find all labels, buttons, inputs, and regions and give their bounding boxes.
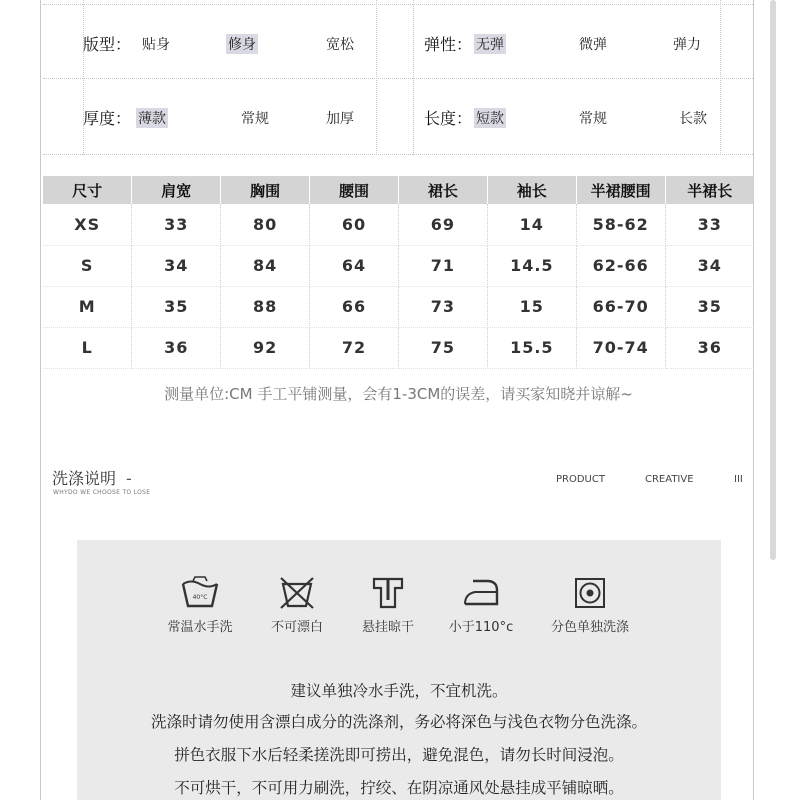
size-table-header — [43, 176, 754, 204]
table-cell: XS — [43, 204, 132, 245]
care-label-iron: 小于110°c — [448, 620, 514, 635]
table-row — [43, 286, 754, 327]
wash-subtitle: WHYDO WE CHOOSE TO LOSE — [53, 489, 151, 496]
table-row — [43, 245, 754, 286]
nav-link-product[interactable]: PRODUCT — [556, 474, 605, 485]
elasticity-option-none: 无弹 — [474, 34, 506, 54]
header-waist: 腰围 — [310, 176, 399, 204]
scrollbar[interactable] — [770, 0, 776, 560]
table-row — [43, 327, 754, 368]
header-skirt-length: 半裙长 — [665, 176, 754, 204]
table-cell: 36 — [132, 327, 221, 368]
table-cell: 80 — [221, 204, 310, 245]
table-cell: 14.5 — [487, 245, 576, 286]
fit-option-loose: 宽松 — [326, 37, 354, 53]
length-option-short: 短款 — [474, 108, 506, 128]
hang-dry-icon — [371, 576, 405, 610]
length-label: 长度： — [424, 109, 473, 128]
care-label-hand-wash: 常温水手洗 — [167, 620, 233, 635]
nav-link-menu[interactable]: III — [734, 474, 743, 485]
table-cell: 92 — [221, 327, 310, 368]
hand-wash-icon — [180, 576, 220, 610]
elasticity-option-stretch: 弹力 — [673, 37, 701, 53]
instruction-line: 拼色衣服下水后轻柔搓洗即可捞出，避免混色，请勿长时间浸泡。 — [174, 746, 624, 764]
table-cell: 14 — [487, 204, 576, 245]
table-cell: 35 — [665, 286, 754, 327]
attribute-row-2 — [43, 78, 753, 155]
thickness-option-thick: 加厚 — [326, 111, 354, 127]
table-cell: 15.5 — [487, 327, 576, 368]
table-cell: 88 — [221, 286, 310, 327]
instruction-line: 不可烘干，不可用力刷洗，拧绞、在阴凉通风处悬挂成平铺晾晒。 — [174, 779, 624, 797]
fit-option-fitted: 贴身 — [142, 37, 170, 53]
instruction-line: 建议单独冷水手洗，不宜机洗。 — [290, 682, 508, 700]
table-cell: 62-66 — [576, 245, 665, 286]
table-cell: 33 — [132, 204, 221, 245]
table-cell: 69 — [399, 204, 488, 245]
table-cell: 36 — [665, 327, 754, 368]
measure-note: 测量单位:CM 手工平铺测量，会有1-3CM的误差，请买家知晓并谅解~ — [164, 385, 633, 403]
fit-label: 版型： — [83, 35, 132, 54]
table-cell: 33 — [665, 204, 754, 245]
nav-link-creative[interactable]: CREATIVE — [645, 474, 694, 485]
table-cell: 64 — [310, 245, 399, 286]
header-skirt-waist: 半裙腰围 — [576, 176, 665, 204]
header-bust: 胸围 — [221, 176, 310, 204]
care-label-separate-wash: 分色单独洗涤 — [550, 620, 629, 635]
wash-title-text: 洗涤说明 — [52, 469, 117, 488]
attribute-row-1 — [43, 2, 753, 79]
table-cell: M — [43, 286, 132, 327]
table-cell: 72 — [310, 327, 399, 368]
care-label-no-bleach: 不可漂白 — [270, 620, 323, 635]
wash-section-title — [52, 466, 132, 489]
table-cell: 35 — [132, 286, 221, 327]
elasticity-option-slight: 微弹 — [579, 37, 607, 53]
thickness-label: 厚度： — [83, 109, 132, 128]
care-item-iron — [426, 576, 536, 635]
thickness-option-regular: 常规 — [241, 111, 269, 127]
care-item-separate-wash — [535, 576, 645, 635]
table-cell: 66 — [310, 286, 399, 327]
length-option-long: 长款 — [679, 111, 707, 127]
care-panel — [77, 540, 721, 800]
iron-icon — [461, 576, 501, 610]
header-dress-length: 裙长 — [399, 176, 488, 204]
header-shoulder: 肩宽 — [132, 176, 221, 204]
header-size: 尺寸 — [43, 176, 132, 204]
fit-option-slim: 修身 — [226, 34, 258, 54]
attribute-grid — [43, 0, 753, 155]
table-cell: 58-62 — [576, 204, 665, 245]
wash-title-dash: - — [126, 469, 132, 488]
table-cell: 34 — [665, 245, 754, 286]
table-cell: 15 — [487, 286, 576, 327]
table-cell: 60 — [310, 204, 399, 245]
table-cell: L — [43, 327, 132, 368]
elasticity-label: 弹性： — [424, 35, 473, 54]
table-cell: 75 — [399, 327, 488, 368]
table-cell: 71 — [399, 245, 488, 286]
table-row — [43, 204, 754, 245]
table-cell: S — [43, 245, 132, 286]
table-cell: 66-70 — [576, 286, 665, 327]
care-label-hang-dry: 悬挂晾干 — [361, 620, 414, 635]
table-cell: 34 — [132, 245, 221, 286]
table-cell: 73 — [399, 286, 488, 327]
no-bleach-icon — [279, 576, 315, 610]
table-cell: 70-74 — [576, 327, 665, 368]
separate-wash-icon — [573, 576, 607, 610]
wash-temp-badge: 40°C — [192, 594, 208, 601]
instruction-line: 洗涤时请勿使用含漂白成分的洗涤剂，务必将深色与浅色衣物分色洗涤。 — [150, 713, 647, 731]
length-option-regular: 常规 — [579, 111, 607, 127]
header-sleeve: 袖长 — [487, 176, 576, 204]
table-cell: 84 — [221, 245, 310, 286]
thickness-option-thin: 薄款 — [136, 108, 168, 128]
size-table — [43, 176, 754, 369]
care-item-hand-wash — [145, 576, 255, 635]
